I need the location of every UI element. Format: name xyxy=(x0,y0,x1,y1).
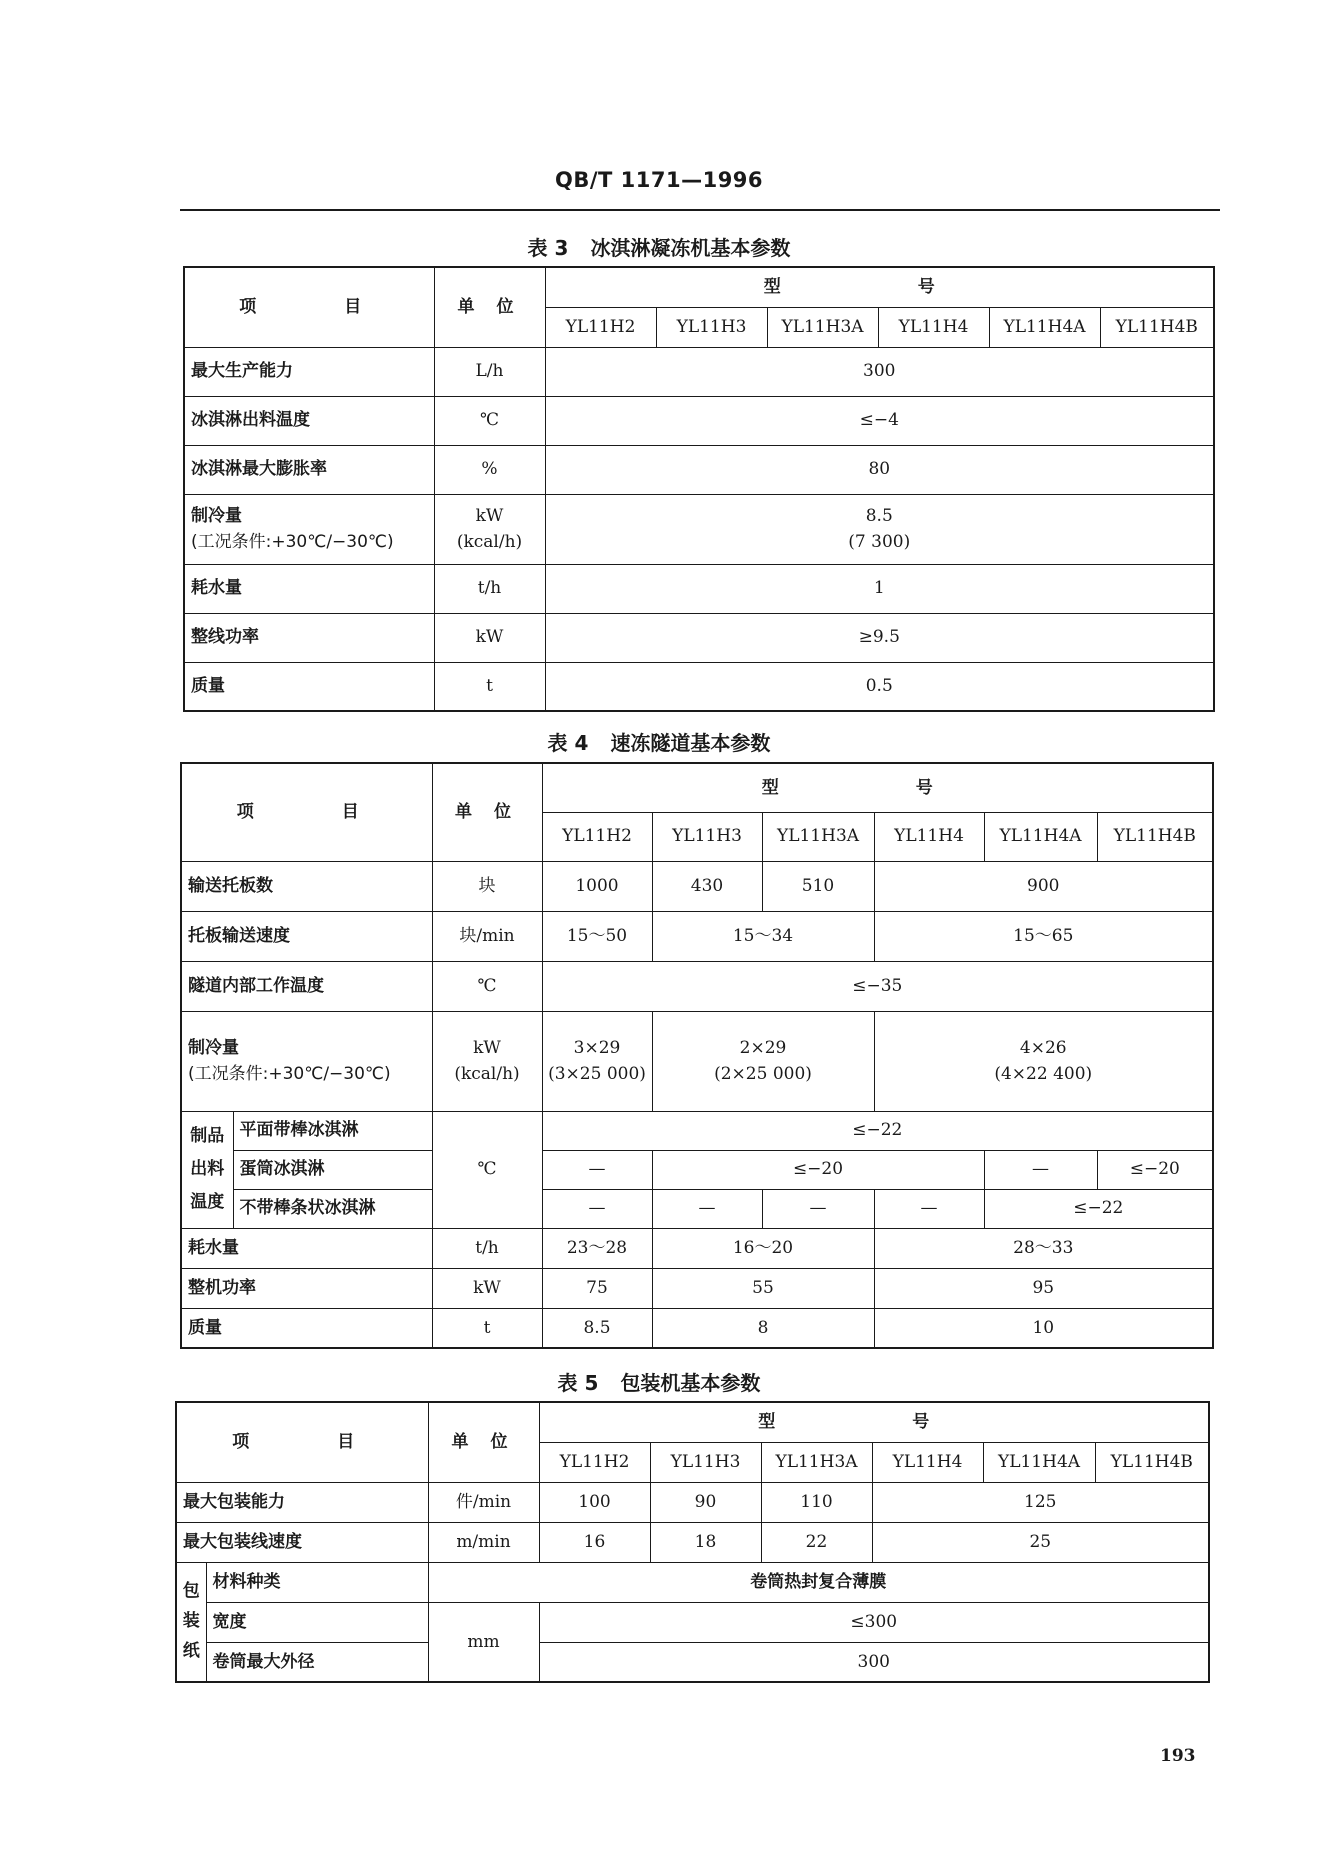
table-row xyxy=(184,445,1214,494)
row-label xyxy=(184,494,434,564)
row-label xyxy=(181,1011,432,1111)
table3-col-model: 型 号 xyxy=(545,267,1214,307)
row-value: ≤−35 xyxy=(542,961,1213,1011)
row-value: ≤300 xyxy=(539,1602,1209,1642)
table3-title: 冰淇淋凝冻机基本参数 xyxy=(590,236,791,260)
row-label: 耗水量 xyxy=(184,564,434,613)
row-label: 整机功率 xyxy=(181,1268,432,1308)
row-value: ≤−20 xyxy=(652,1150,984,1189)
row-value: ≥9.5 xyxy=(545,613,1214,662)
row-value: — xyxy=(874,1189,984,1228)
row-unit: L/h xyxy=(434,347,545,396)
table4-model: YL11H4 xyxy=(874,812,984,861)
table5-title: 包装机基本参数 xyxy=(620,1371,761,1395)
table5-col-unit: 单 位 xyxy=(428,1402,539,1482)
row-unit-line1: kW xyxy=(475,505,504,526)
table-row xyxy=(184,347,1214,396)
row-label-line1: 制冷量 xyxy=(191,505,242,526)
row-value-line2: (3×25 000) xyxy=(548,1064,646,1084)
row-value: 100 xyxy=(539,1482,650,1522)
product-temp-side-label: 制品出料温度 xyxy=(181,1111,233,1228)
row-value: 300 xyxy=(539,1642,1209,1682)
row-value: 15～34 xyxy=(652,911,874,961)
table3-model: YL11H3A xyxy=(767,307,878,347)
row-label: 最大包装能力 xyxy=(176,1482,428,1522)
row-label: 材料种类 xyxy=(206,1562,428,1602)
row-value: 8 xyxy=(652,1308,874,1348)
table-row xyxy=(176,1602,1209,1642)
row-value-line1: 8.5 xyxy=(865,505,893,526)
table4-caption xyxy=(0,727,1318,756)
row-value: 22 xyxy=(761,1522,872,1562)
table3-model: YL11H2 xyxy=(545,307,656,347)
row-label: 整线功率 xyxy=(184,613,434,662)
row-value: 23～28 xyxy=(542,1228,652,1268)
row-value: — xyxy=(542,1150,652,1189)
row-unit: kW xyxy=(434,613,545,662)
table4-model: YL11H3A xyxy=(762,812,874,861)
wrapper-side-label: 包装纸 xyxy=(176,1562,206,1682)
row-unit: 件/min xyxy=(428,1482,539,1522)
row-unit: 块 xyxy=(432,861,542,911)
table-row xyxy=(181,861,1213,911)
table-row xyxy=(184,396,1214,445)
table-row xyxy=(184,494,1214,564)
row-value: 75 xyxy=(542,1268,652,1308)
row-unit: t xyxy=(434,662,545,711)
row-value xyxy=(542,1011,652,1111)
row-value-line2: (4×22 400) xyxy=(994,1064,1093,1084)
row-label: 耗水量 xyxy=(181,1228,432,1268)
table5-col-item: 项 目 xyxy=(176,1402,428,1482)
row-value: — xyxy=(984,1150,1097,1189)
row-value-line1: 3×29 xyxy=(573,1037,621,1058)
row-label: 隧道内部工作温度 xyxy=(181,961,432,1011)
row-unit: 块/min xyxy=(432,911,542,961)
table5-model: YL11H3 xyxy=(650,1442,761,1482)
row-value: 510 xyxy=(762,861,874,911)
row-value: — xyxy=(542,1189,652,1228)
table-row xyxy=(184,662,1214,711)
row-value xyxy=(545,494,1214,564)
table-row xyxy=(176,1482,1209,1522)
row-value: ≤−22 xyxy=(984,1189,1213,1228)
row-unit: mm xyxy=(428,1602,539,1682)
page-number: 193 xyxy=(1160,1746,1196,1766)
row-value: 900 xyxy=(874,861,1213,911)
row-value: 10 xyxy=(874,1308,1213,1348)
table5-number: 表 5 xyxy=(557,1371,599,1395)
table-row xyxy=(181,1308,1213,1348)
row-unit-line1: kW xyxy=(473,1037,501,1058)
table4-model: YL11H4A xyxy=(984,812,1097,861)
row-unit: ℃ xyxy=(432,1111,542,1228)
row-unit: t/h xyxy=(434,564,545,613)
row-unit xyxy=(432,1011,542,1111)
row-value: 25 xyxy=(872,1522,1209,1562)
table4-number: 表 4 xyxy=(547,731,589,755)
row-value: 28～33 xyxy=(874,1228,1213,1268)
row-value: 卷筒热封复合薄膜 xyxy=(428,1562,1209,1602)
table4-model: YL11H3 xyxy=(652,812,762,861)
row-label: 冰淇淋出料温度 xyxy=(184,396,434,445)
table3-model: YL11H4A xyxy=(989,307,1100,347)
row-value: 90 xyxy=(650,1482,761,1522)
row-value: 430 xyxy=(652,861,762,911)
row-value: 125 xyxy=(872,1482,1209,1522)
row-label: 质量 xyxy=(184,662,434,711)
row-unit-line2: (kcal/h) xyxy=(456,532,523,552)
row-value: 8.5 xyxy=(542,1308,652,1348)
table5-caption xyxy=(0,1367,1318,1396)
table4-tunnel-params xyxy=(180,762,1214,1349)
table4-model: YL11H4B xyxy=(1097,812,1213,861)
row-label-line1: 制冷量 xyxy=(188,1037,239,1058)
table3-model: YL11H4B xyxy=(1100,307,1214,347)
row-value: 95 xyxy=(874,1268,1213,1308)
row-value-line2: (2×25 000) xyxy=(714,1064,812,1084)
table4-col-unit: 单 位 xyxy=(432,763,542,861)
table-row xyxy=(184,564,1214,613)
row-value: — xyxy=(762,1189,874,1228)
row-value-line1: 4×26 xyxy=(1019,1037,1067,1058)
table-row xyxy=(176,1642,1209,1682)
row-value: ≤−22 xyxy=(542,1111,1213,1150)
table5-model: YL11H4B xyxy=(1095,1442,1209,1482)
row-label-line2: (工况条件:+30℃/−30℃) xyxy=(191,532,394,552)
row-unit: ℃ xyxy=(432,961,542,1011)
row-label: 最大包装线速度 xyxy=(176,1522,428,1562)
row-value: 0.5 xyxy=(545,662,1214,711)
table5-model: YL11H4A xyxy=(983,1442,1095,1482)
row-value: 55 xyxy=(652,1268,874,1308)
table4-model: YL11H2 xyxy=(542,812,652,861)
row-label: 托板输送速度 xyxy=(181,911,432,961)
row-label: 宽度 xyxy=(206,1602,428,1642)
table-row xyxy=(181,911,1213,961)
row-unit: t xyxy=(432,1308,542,1348)
row-value: ≤−20 xyxy=(1097,1150,1213,1189)
row-unit-line2: (kcal/h) xyxy=(454,1064,520,1084)
table-row xyxy=(176,1522,1209,1562)
table4-col-item: 项 目 xyxy=(181,763,432,861)
table-row xyxy=(181,1228,1213,1268)
table-row xyxy=(181,1268,1213,1308)
table5-model: YL11H3A xyxy=(761,1442,872,1482)
table3-model: YL11H4 xyxy=(878,307,989,347)
standard-code: QB/T 1171—1996 xyxy=(554,168,764,192)
table5-model: YL11H4 xyxy=(872,1442,983,1482)
row-value: 1 xyxy=(545,564,1214,613)
table4-col-model: 型 号 xyxy=(542,763,1213,812)
row-label: 最大生产能力 xyxy=(184,347,434,396)
row-unit: t/h xyxy=(432,1228,542,1268)
row-value: 16 xyxy=(539,1522,650,1562)
row-value: 16～20 xyxy=(652,1228,874,1268)
row-value: 1000 xyxy=(542,861,652,911)
row-value: 110 xyxy=(761,1482,872,1522)
row-value: — xyxy=(652,1189,762,1228)
row-label-line2: (工况条件:+30℃/−30℃) xyxy=(188,1064,391,1084)
table-row xyxy=(181,1150,1213,1189)
table4-title: 速冻隧道基本参数 xyxy=(610,731,771,755)
table-row xyxy=(176,1562,1209,1602)
row-label: 输送托板数 xyxy=(181,861,432,911)
row-value-line2: (7 300) xyxy=(848,532,911,552)
table5-packer-params xyxy=(175,1401,1210,1683)
row-value-line1: 2×29 xyxy=(739,1037,787,1058)
row-value: 300 xyxy=(545,347,1214,396)
table3-number: 表 3 xyxy=(527,236,569,260)
table-row xyxy=(181,1111,1213,1150)
row-value: 18 xyxy=(650,1522,761,1562)
table3-model: YL11H3 xyxy=(656,307,767,347)
row-value: 80 xyxy=(545,445,1214,494)
table-row xyxy=(181,1011,1213,1111)
table-row xyxy=(181,961,1213,1011)
row-value: ≤−4 xyxy=(545,396,1214,445)
table3-freezer-params xyxy=(183,266,1215,712)
table-row xyxy=(181,1189,1213,1228)
row-label: 不带棒条状冰淇淋 xyxy=(233,1189,432,1228)
table3-col-unit: 单 位 xyxy=(434,267,545,347)
table5-col-model: 型 号 xyxy=(539,1402,1209,1442)
row-unit: m/min xyxy=(428,1522,539,1562)
row-value xyxy=(652,1011,874,1111)
row-label: 蛋筒冰淇淋 xyxy=(233,1150,432,1189)
row-label: 质量 xyxy=(181,1308,432,1348)
row-label: 平面带棒冰淇淋 xyxy=(233,1111,432,1150)
row-value: 15～65 xyxy=(874,911,1213,961)
table3-caption xyxy=(0,232,1318,261)
row-label: 冰淇淋最大膨胀率 xyxy=(184,445,434,494)
table-row xyxy=(184,613,1214,662)
row-unit: ℃ xyxy=(434,396,545,445)
row-label: 卷筒最大外径 xyxy=(206,1642,428,1682)
row-unit xyxy=(434,494,545,564)
table3-col-item: 项 目 xyxy=(184,267,434,347)
header-rule xyxy=(180,209,1220,211)
row-unit: % xyxy=(434,445,545,494)
row-value: 15～50 xyxy=(542,911,652,961)
table5-model: YL11H2 xyxy=(539,1442,650,1482)
row-value xyxy=(874,1011,1213,1111)
row-unit: kW xyxy=(432,1268,542,1308)
